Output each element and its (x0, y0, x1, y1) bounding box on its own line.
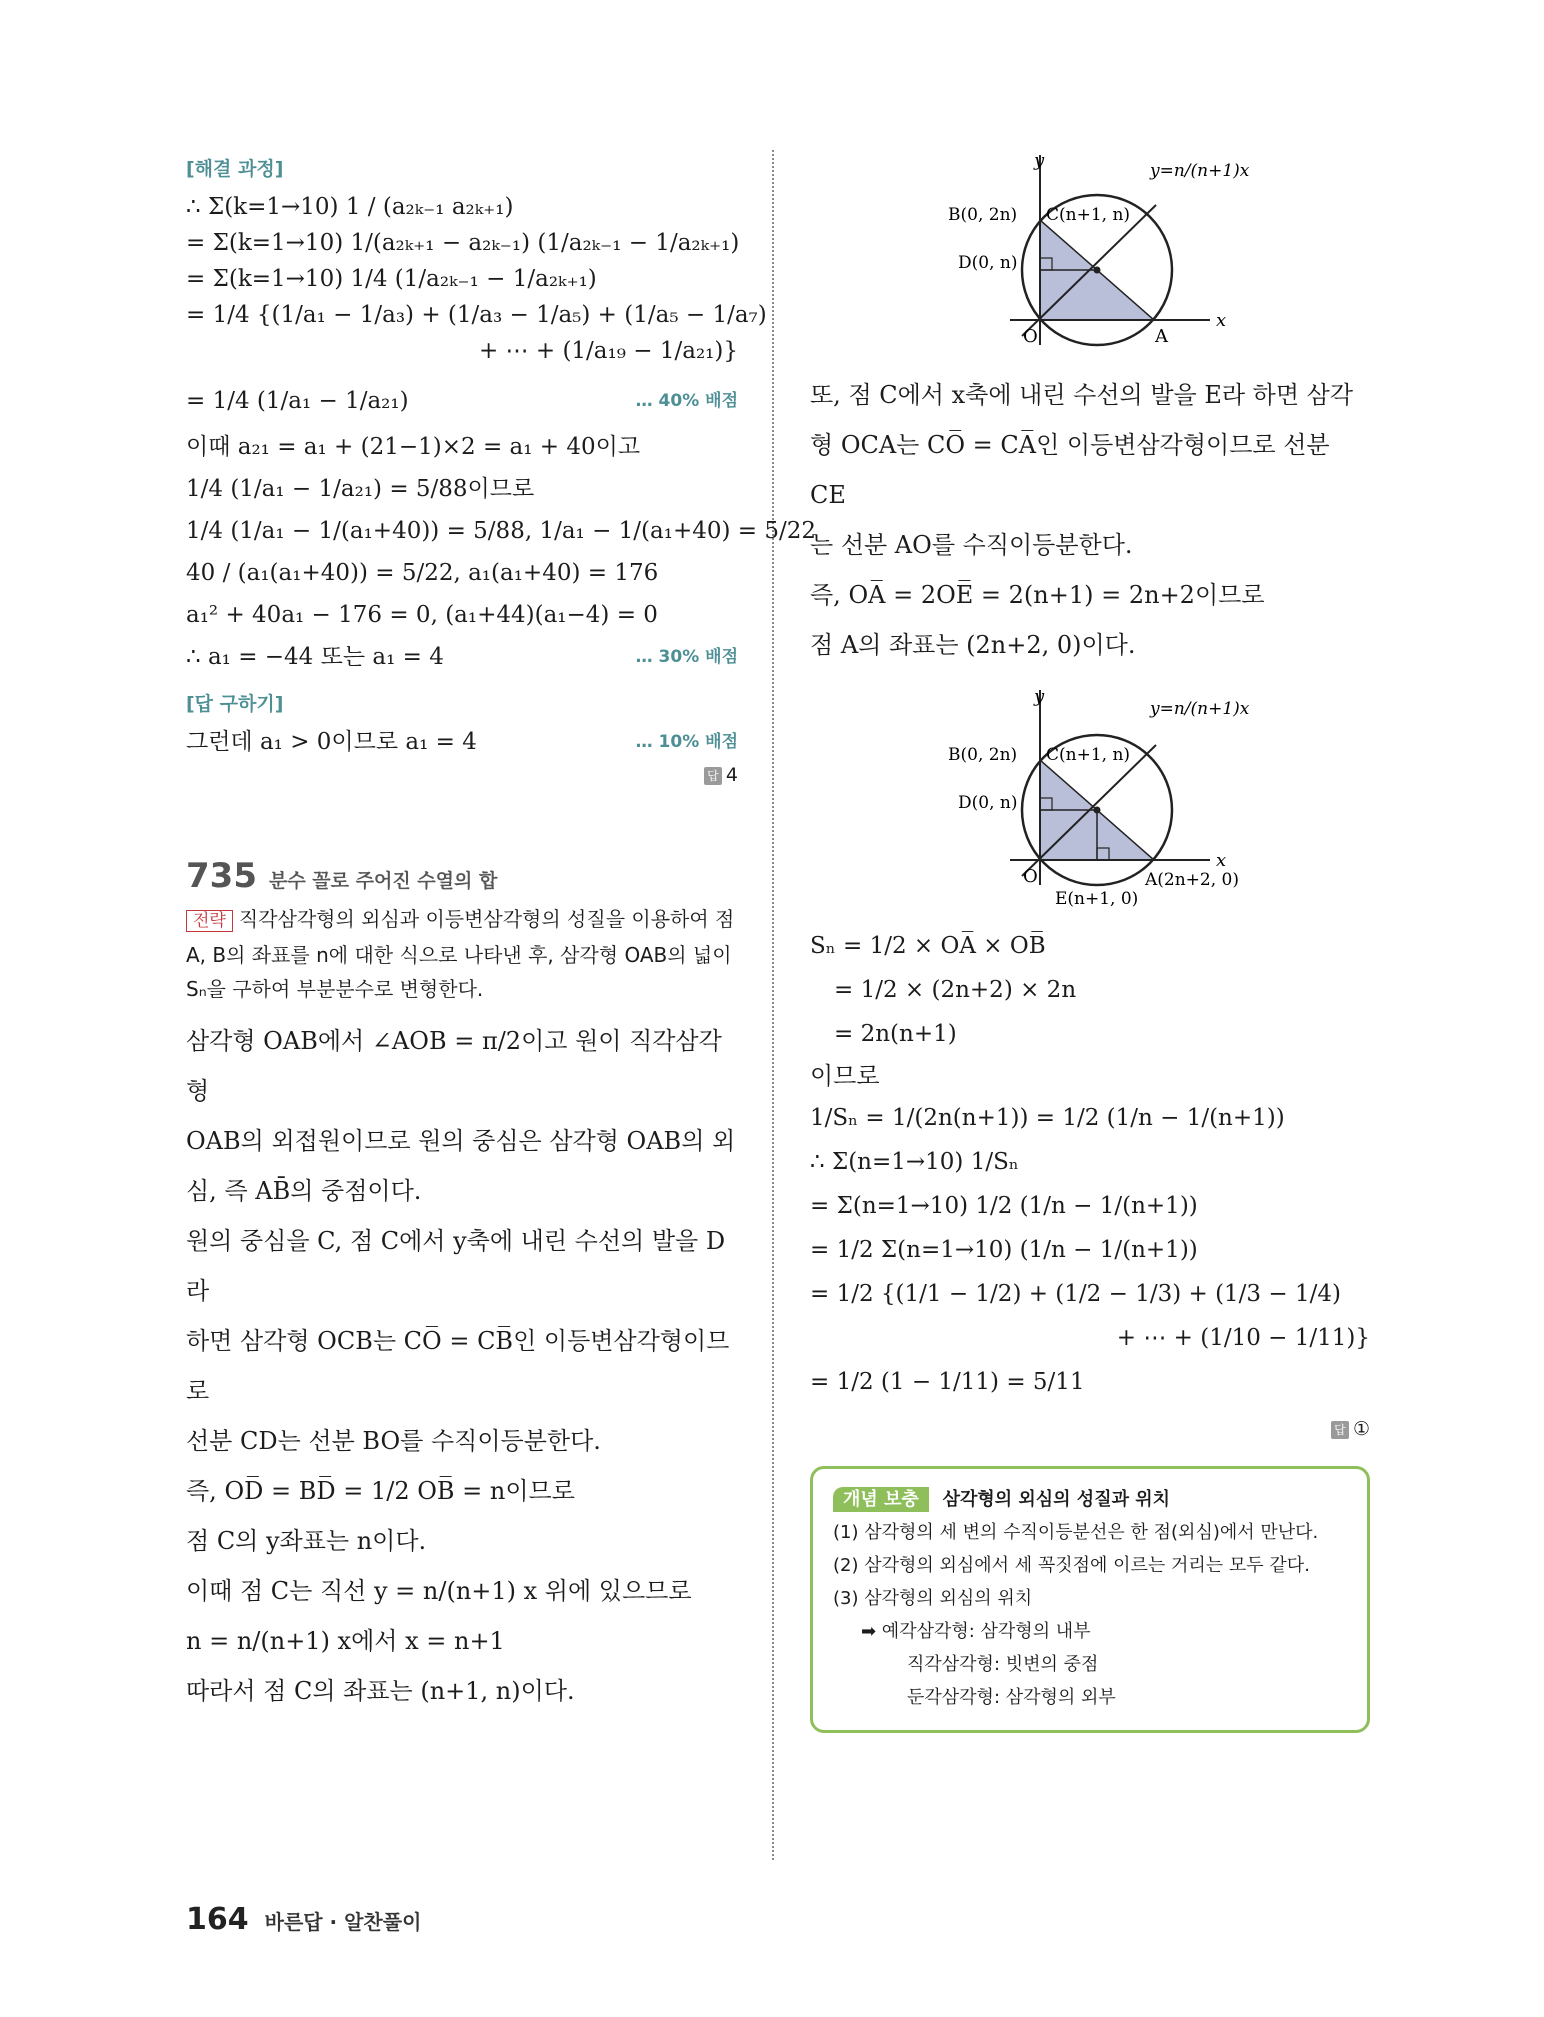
score-40: … 40% 배점 (635, 391, 738, 411)
axis-label-y: y (1034, 686, 1045, 707)
answer-value: 4 (725, 764, 738, 786)
answer-icon: 답 (1331, 1421, 1349, 1439)
solution-step: = Σ(k=1→10) 1/(a₂ₖ₊₁ − a₂ₖ₋₁) (1/a₂ₖ₋₁ − 1/a₂ₖ₊₁) (186, 230, 740, 256)
answer-value: ① (1352, 1418, 1370, 1440)
concept-tag: 개념 보충 (833, 1487, 929, 1512)
concept-item: (2) 삼각형의 외심에서 세 꼭짓점에 이르는 거리는 모두 같다. (833, 1555, 1310, 1576)
body-line: 따라서 점 C의 좌표는 (n+1, n)이다. (186, 1677, 575, 1705)
equation: 이때 a₂₁ = a₁ + (21−1)×2 = a₁ + 40이고 (186, 434, 641, 460)
circle-figure-2 (870, 680, 1310, 910)
problem-topic: 분수 꼴로 주어진 수열의 합 (268, 870, 498, 892)
solution-step: = 1/4 {(1/a₁ − 1/a₃) + (1/a₃ − 1/a₅) + (1/a₅ − 1/a₇) (186, 302, 767, 328)
point-label-b: B(0, 2n) (948, 745, 1018, 765)
axis-label-x: x (1216, 850, 1227, 871)
equation: ∴ a₁ = −44 또는 a₁ = 4 (186, 644, 444, 670)
body-line: 점 A의 좌표는 (2n+2, 0)이다. (810, 631, 1136, 659)
equation: 1/4 (1/a₁ − 1/(a₁+40)) = 5/88, 1/a₁ − 1/(a₁+40) = 5/22 (186, 518, 816, 544)
concept-item: 둔각삼각형: 삼각형의 외부 (907, 1687, 1116, 1708)
center-point (1094, 807, 1101, 814)
concept-title: 삼각형의 외심의 성질과 위치 (942, 1489, 1171, 1510)
section-label-answer: [답 구하기] (186, 693, 284, 715)
concept-item: 직각삼각형: 빗변의 중점 (907, 1654, 1099, 1675)
text-block-1 (810, 370, 1370, 670)
concept-item: (1) 삼각형의 세 변의 수직이등분선은 한 점(외심)에서 만난다. (833, 1522, 1319, 1543)
problem-header (186, 856, 738, 896)
calc-line: = 1/2 (1 − 1/11) = 5/11 (810, 1369, 1085, 1395)
solution-step: + ⋯ + (1/a₁₉ − 1/a₂₁)} (478, 338, 738, 364)
solution-step: = Σ(k=1→10) 1/4 (1/a₂ₖ₋₁ − 1/a₂ₖ₊₁) (186, 266, 597, 292)
calc-line: ∴ Σ(n=1→10) 1/Sₙ (810, 1149, 1019, 1175)
equation: a₁² + 40a₁ − 176 = 0, (a₁+44)(a₁−4) = 0 (186, 602, 658, 628)
body-line: 형 OCA는 CO̅ = CA̅인 이등변삼각형이므로 선분 CE (810, 431, 1330, 509)
point-label-c: C(n+1, n) (1046, 205, 1131, 225)
circle-figure-1 (870, 150, 1310, 360)
body-line: 이때 점 C는 직선 y = n/(n+1) x 위에 있으므로 (186, 1577, 692, 1605)
solution-body (186, 1016, 738, 1716)
axis-label-y: y (1034, 150, 1045, 171)
point-label-a: A(2n+2, 0) (1145, 870, 1239, 890)
left-column (186, 150, 816, 1716)
score-30: … 30% 배점 (635, 647, 738, 667)
column-divider (772, 150, 774, 1860)
axis-label-x: x (1216, 310, 1227, 331)
body-line: OAB의 외접원이므로 원의 중심은 삼각형 OAB의 외 (186, 1127, 736, 1155)
equation: 1/4 (1/a₁ − 1/a₂₁) = 5/88이므로 (186, 476, 535, 502)
page-footer (186, 1902, 421, 1937)
answer-icon: 답 (704, 767, 722, 785)
strategy-text: 직각삼각형의 외심과 이등변삼각형의 성질을 이용하여 점 A, B의 좌표를 n에 대한 식으로 나타낸 후, 삼각형 OAB의 넓이 Sₙ을 구하여 부분분수로 변형한다. (186, 907, 735, 1001)
body-line: n = n/(n+1) x에서 x = n+1 (186, 1627, 505, 1655)
section-label-solution: [해결 과정] (186, 158, 284, 180)
body-line: 심, 즉 AB̄의 중점이다. (186, 1177, 422, 1205)
answer-line (186, 764, 738, 786)
line-label: y=n/(n+1)x (1150, 161, 1250, 181)
body-line: 원의 중심을 C, 점 C에서 y축에 내린 수선의 발을 D라 (186, 1227, 726, 1305)
calc-line: 1/Sₙ = 1/(2n(n+1)) = 1/2 (1/n − 1/(n+1)) (810, 1105, 1285, 1131)
body-line: 즉, OA̅ = 2OE̅ = 2(n+1) = 2n+2이므로 (810, 581, 1265, 609)
calc-line: = 1/2 × (2n+2) × 2n (834, 977, 1077, 1003)
equation: 40 / (a₁(a₁+40)) = 5/22, a₁(a₁+40) = 176 (186, 560, 659, 586)
line-label: y=n/(n+1)x (1150, 699, 1250, 719)
point-label-d: D(0, n) (958, 793, 1018, 813)
body-line: 점 C의 y좌표는 n이다. (186, 1527, 427, 1555)
solution-step: = 1/4 (1/a₁ − 1/a₂₁) (186, 388, 409, 414)
calc-line: + ⋯ + (1/10 − 1/11)} (1116, 1325, 1370, 1351)
calc-line: = 1/2 Σ(n=1→10) (1/n − 1/(n+1)) (810, 1237, 1198, 1263)
point-label-b: B(0, 2n) (948, 205, 1018, 225)
strategy-note (186, 902, 738, 1006)
body-line: 는 선분 AO를 수직이등분한다. (810, 531, 1133, 559)
body-line: 즉, OD̅ = BD̅ = 1/2 OB̅ = n이므로 (186, 1477, 575, 1505)
concept-item: ➡ 예각삼각형: 삼각형의 내부 (861, 1621, 1091, 1642)
calc-line: 이므로 (810, 1062, 880, 1090)
calc-line: = 2n(n+1) (834, 1021, 957, 1047)
center-point (1094, 267, 1101, 274)
score-10: … 10% 배점 (635, 732, 738, 752)
body-line: 또, 점 C에서 x축에 내린 수선의 발을 E라 하면 삼각 (810, 381, 1354, 409)
page-number: 164 (186, 1902, 249, 1937)
answer-line (810, 1418, 1370, 1440)
problem-number: 735 (186, 856, 257, 896)
body-line: 선분 CD는 선분 BO를 수직이등분한다. (186, 1427, 601, 1455)
calc-line: = 1/2 {(1/1 − 1/2) + (1/2 − 1/3) + (1/3 − 1/4) (810, 1281, 1341, 1307)
point-label-o: O (1023, 866, 1038, 887)
point-label-o: O (1023, 326, 1038, 347)
book-title: 바른답 · 알찬풀이 (264, 1910, 422, 1934)
strategy-tag: 전략 (186, 910, 233, 932)
body-line: 하면 삼각형 OCB는 CO̅ = CB̅인 이등변삼각형이므로 (186, 1327, 730, 1405)
point-label-d: D(0, n) (958, 253, 1018, 273)
equation: 그런데 a₁ > 0이므로 a₁ = 4 (186, 729, 477, 755)
right-column (810, 150, 1370, 1733)
solution-step: ∴ Σ(k=1→10) 1 / (a₂ₖ₋₁ a₂ₖ₊₁) (186, 194, 514, 220)
point-label-e: E(n+1, 0) (1055, 889, 1139, 909)
area-calculation (810, 924, 1370, 1404)
concept-box (810, 1466, 1370, 1733)
concept-item: (3) 삼각형의 외심의 위치 (833, 1588, 1033, 1609)
body-line: 삼각형 OAB에서 ∠AOB = π/2이고 원이 직각삼각형 (186, 1027, 722, 1105)
point-label-c: C(n+1, n) (1046, 745, 1131, 765)
calc-line: = Σ(n=1→10) 1/2 (1/n − 1/(n+1)) (810, 1193, 1198, 1219)
calc-line: Sₙ = 1/2 × OA̅ × OB̅ (810, 933, 1046, 959)
point-label-a: A (1155, 326, 1168, 347)
